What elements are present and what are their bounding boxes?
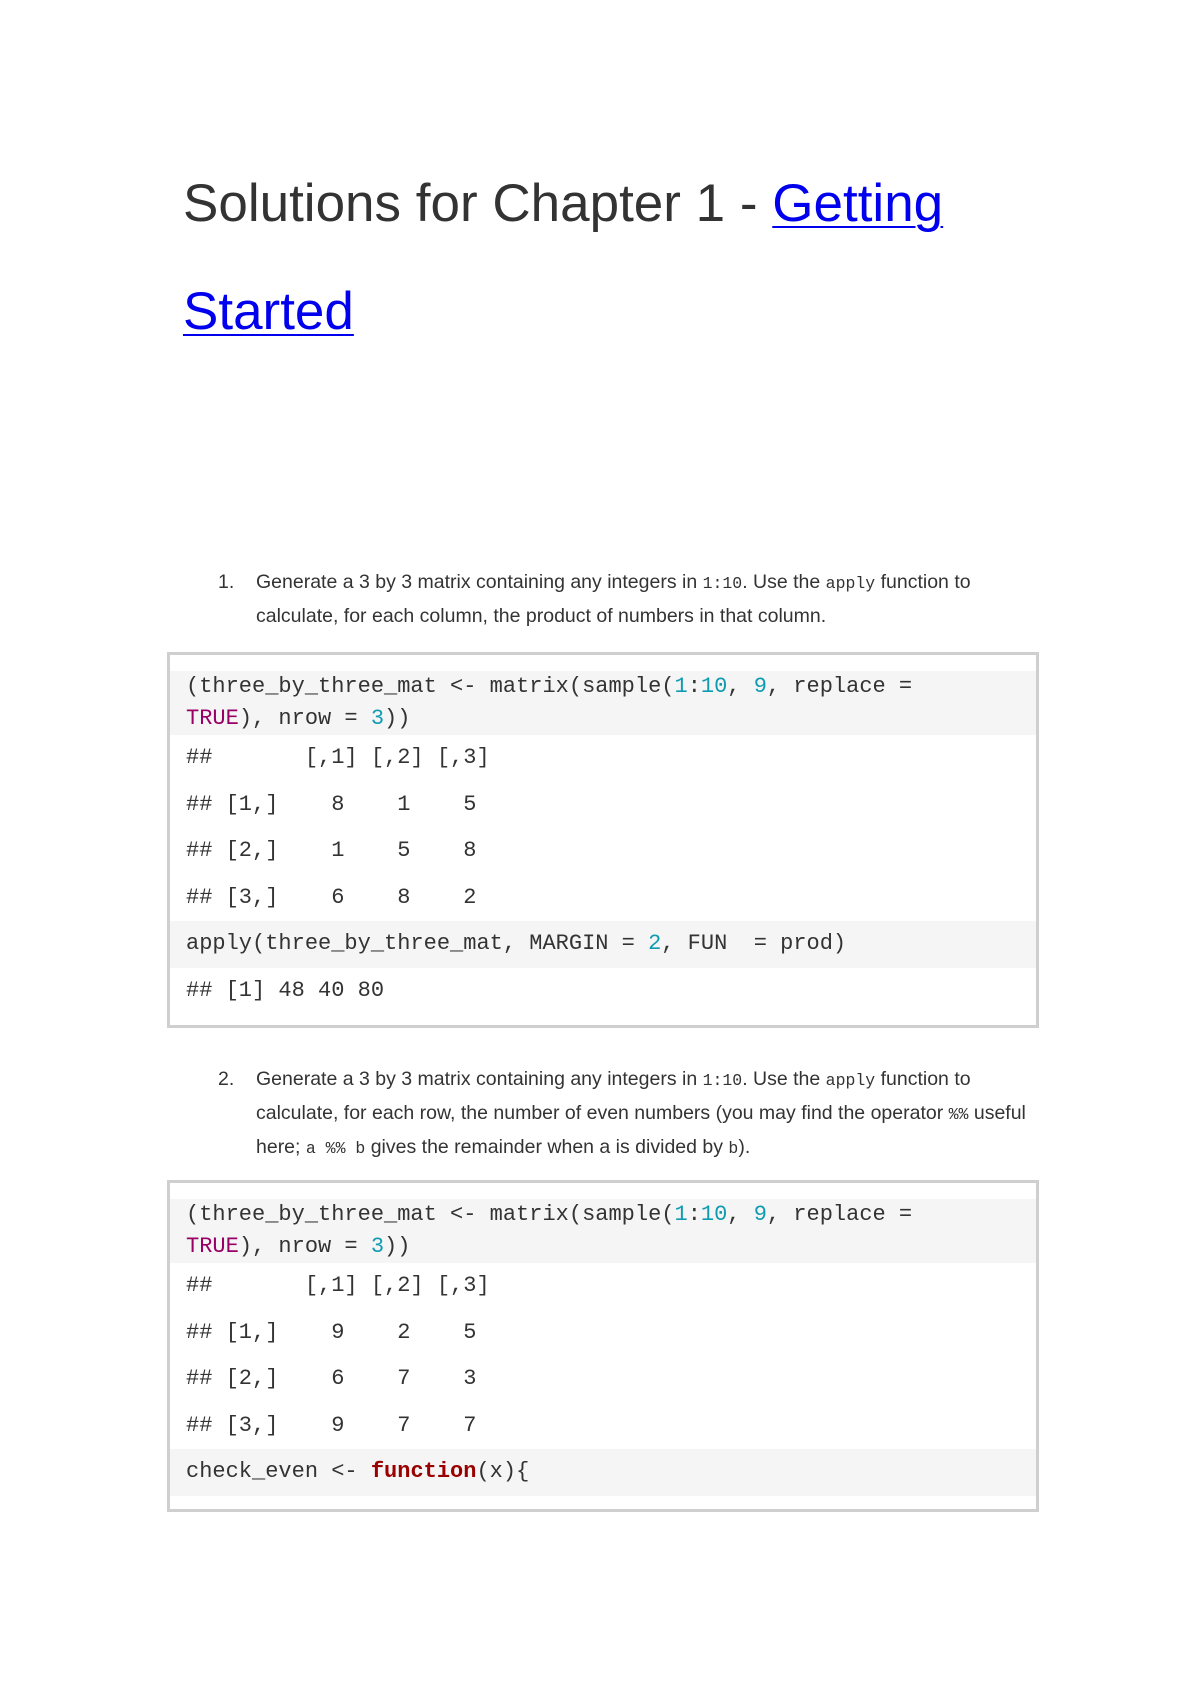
code-token: )) xyxy=(384,706,411,731)
text-part: function to calculate, for each row, the number of even numbers (you may find the operator xyxy=(256,1068,971,1124)
code-token: )) xyxy=(384,1234,411,1259)
code-boolean: TRUE xyxy=(186,1234,239,1259)
code-number: 3 xyxy=(370,706,385,731)
inline-code: apply xyxy=(825,1071,876,1090)
code-token: : xyxy=(687,1202,701,1227)
code-number: 10 xyxy=(700,1202,728,1227)
inline-code: a %% b xyxy=(305,1139,366,1158)
link-text-started: Started xyxy=(183,282,354,341)
title-word: 1 xyxy=(695,174,726,233)
code-token: , replace = xyxy=(766,674,913,699)
code-output-row: ## [2,] 6 7 3 xyxy=(170,1356,1036,1403)
code-token: , xyxy=(727,674,754,699)
inline-code: apply xyxy=(825,574,876,593)
exercise-number: 1. xyxy=(218,571,235,593)
text-part: function to calculate, for each column, the product of numbers in that column. xyxy=(256,571,971,627)
code-number: 2 xyxy=(648,931,662,956)
code-number: 3 xyxy=(370,1234,385,1259)
code-output-row: ## [2,] 1 5 8 xyxy=(170,828,1036,875)
code-output-header: ## [,1] [,2] [,3] xyxy=(170,735,1036,782)
code-token: apply(three_by_three_mat, MARGIN = xyxy=(186,931,649,956)
code-token: , xyxy=(727,1202,754,1227)
text-part: gives the remainder when a is divided by xyxy=(365,1136,729,1158)
code-number: 1 xyxy=(674,674,688,699)
code-token: (three_by_three_mat <- matrix(sample( xyxy=(186,674,675,699)
text-part: useful here; xyxy=(256,1102,1026,1158)
title-word: - xyxy=(739,174,758,233)
code-output-row: ## [3,] 9 7 7 xyxy=(170,1403,1036,1450)
page-title xyxy=(183,150,1020,366)
title-word: Chapter xyxy=(492,174,681,233)
code-line-source xyxy=(170,1199,1036,1231)
code-keyword: function xyxy=(370,1459,477,1484)
code-token: check_even <- xyxy=(186,1459,371,1484)
code-block-2 xyxy=(167,1180,1039,1512)
inline-code: 1:10 xyxy=(702,574,743,593)
code-block-1 xyxy=(167,652,1039,1028)
code-output-header: ## [,1] [,2] [,3] xyxy=(170,1263,1036,1310)
code-number: 9 xyxy=(753,1202,767,1227)
code-output-row: ## [1,] 8 1 5 xyxy=(170,782,1036,829)
code-token: ), nrow = xyxy=(238,1234,371,1259)
code-line-source xyxy=(170,703,1036,735)
exercise-text xyxy=(256,566,1046,632)
code-output-row: ## [1,] 9 2 5 xyxy=(170,1310,1036,1357)
inline-code: %% xyxy=(948,1105,969,1124)
link-text-getting: Getting xyxy=(772,174,944,233)
text-part: Generate a 3 by 3 matrix containing any integers in xyxy=(256,1068,703,1090)
code-token: (three_by_three_mat <- matrix(sample( xyxy=(186,1202,675,1227)
code-number: 10 xyxy=(700,674,728,699)
inline-code: 1:10 xyxy=(702,1071,743,1090)
code-token: , replace = xyxy=(766,1202,913,1227)
code-output-row: ## [3,] 6 8 2 xyxy=(170,875,1036,922)
code-boolean: TRUE xyxy=(186,706,239,731)
code-token: ), nrow = xyxy=(238,706,371,731)
text-part: ). xyxy=(738,1136,751,1158)
code-token: : xyxy=(687,674,701,699)
code-token: , FUN = prod) xyxy=(661,931,847,956)
title-word: for xyxy=(415,174,478,233)
code-line-source xyxy=(170,1231,1036,1263)
code-line-source xyxy=(170,1449,1036,1496)
title-word: Solutions xyxy=(183,174,402,233)
text-part: . Use the xyxy=(742,571,826,593)
code-line-source xyxy=(170,921,1036,968)
code-output-row: ## [1] 48 40 80 xyxy=(170,968,1036,1015)
exercise-text xyxy=(256,1063,1046,1165)
code-number: 1 xyxy=(674,1202,688,1227)
exercise-number: 2. xyxy=(218,1068,235,1090)
code-token: (x){ xyxy=(476,1459,530,1484)
code-number: 9 xyxy=(753,674,767,699)
code-line-source xyxy=(170,671,1036,703)
text-part: . Use the xyxy=(742,1068,826,1090)
text-part: Generate a 3 by 3 matrix containing any integers in xyxy=(256,571,703,593)
inline-code: b xyxy=(728,1139,739,1158)
